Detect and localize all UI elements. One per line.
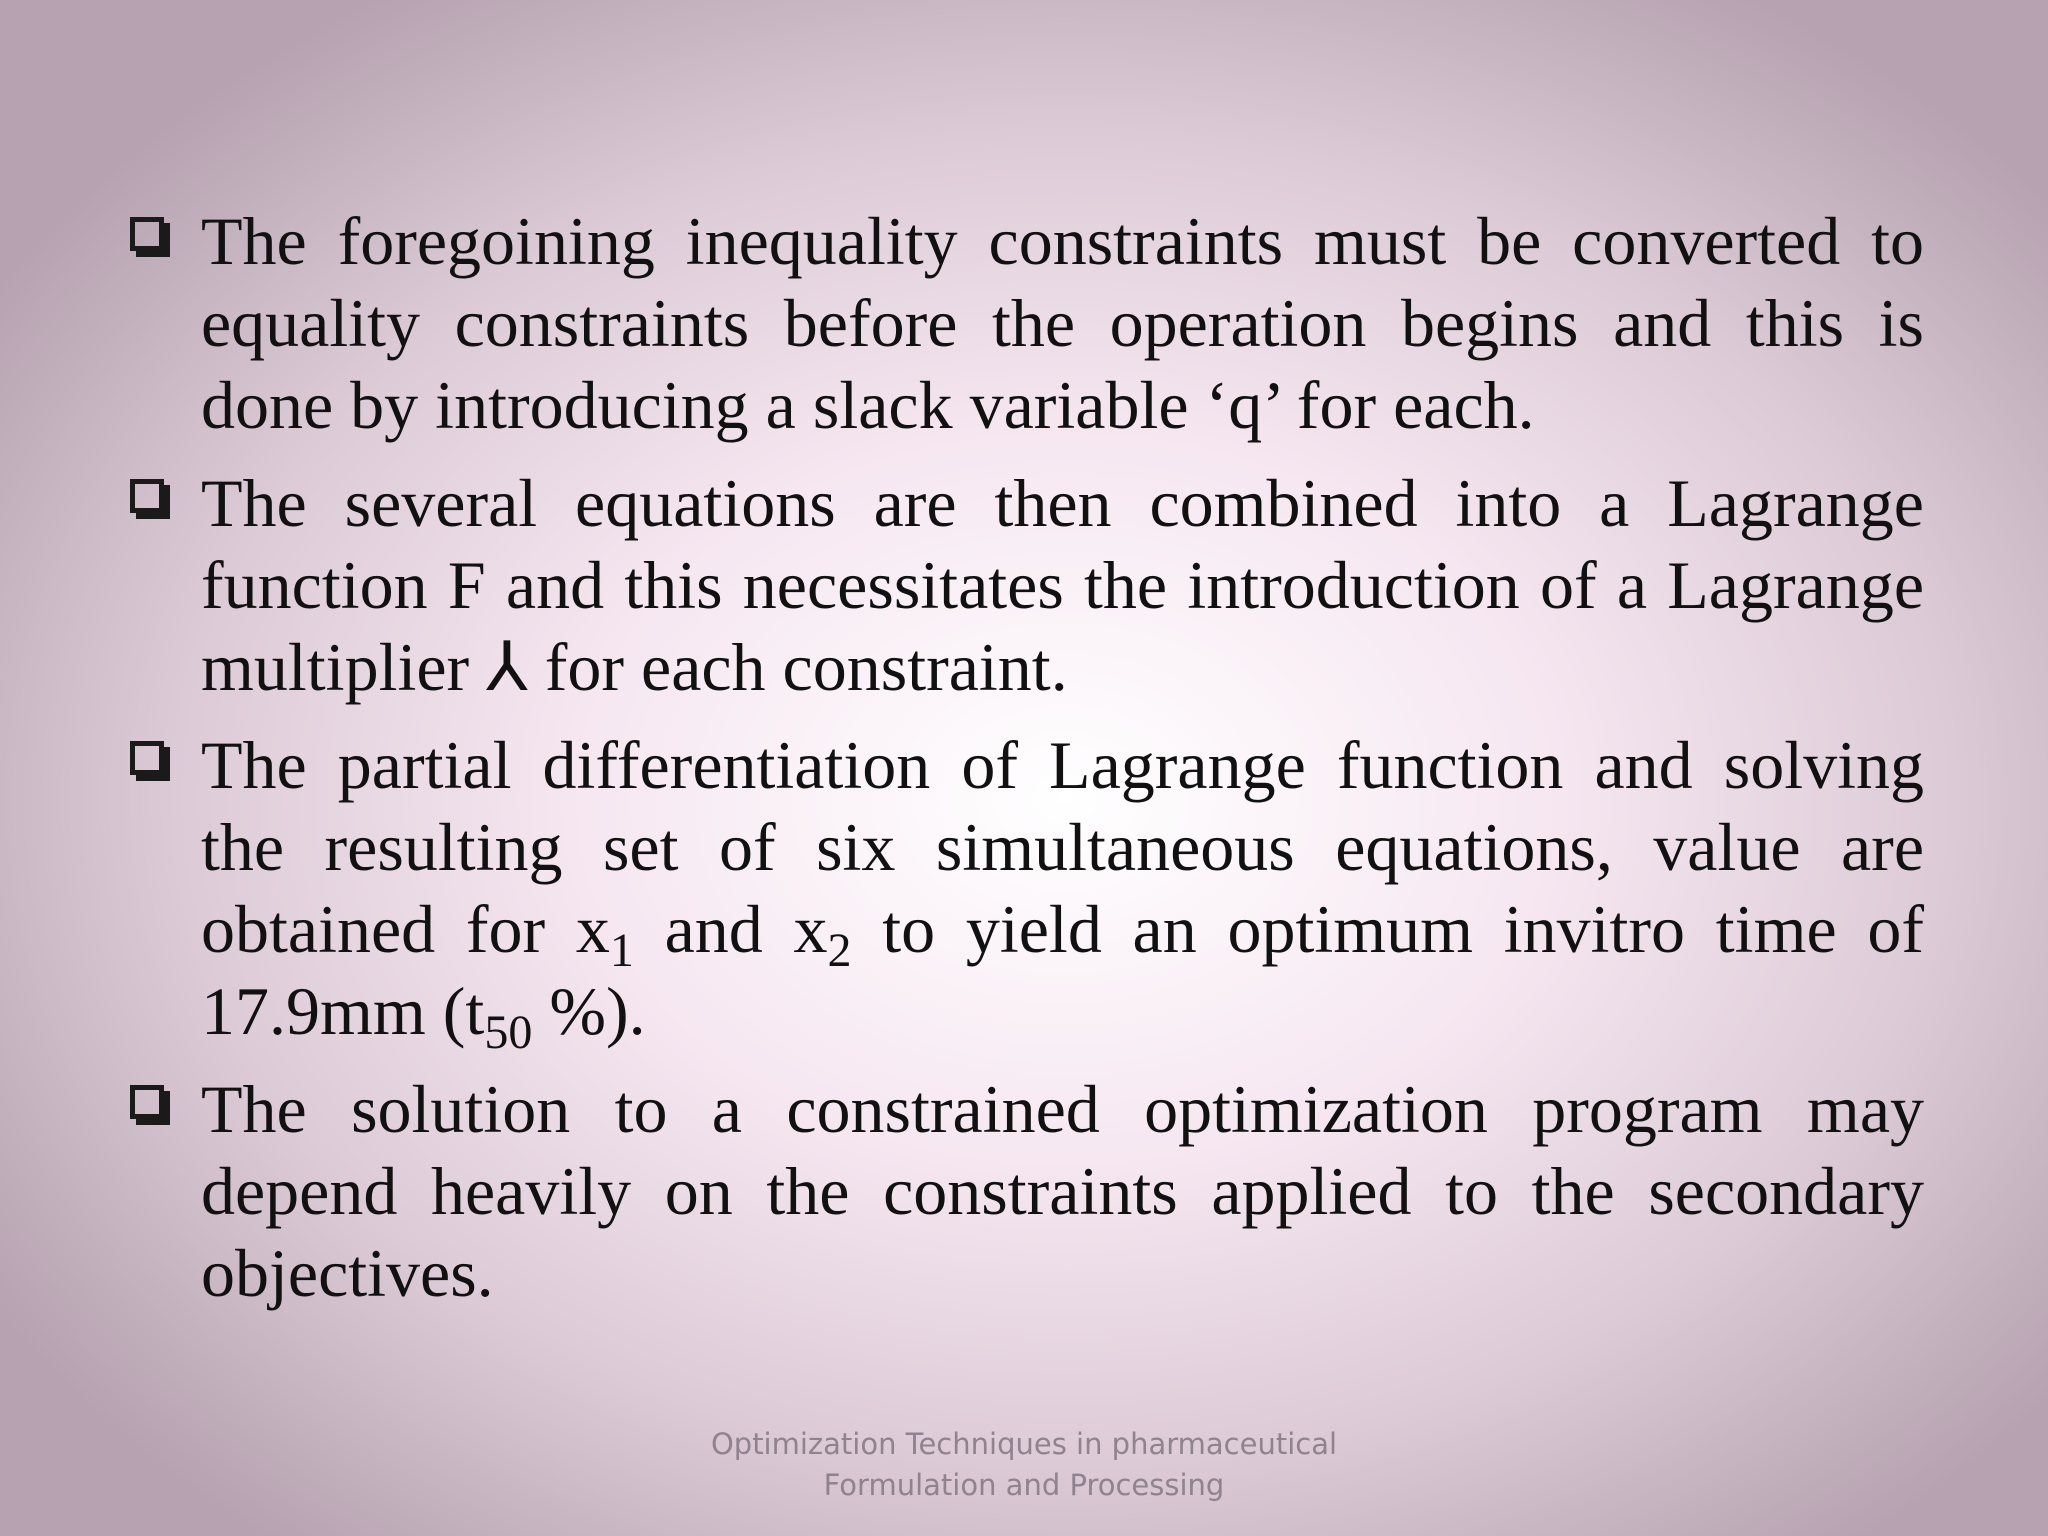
bullet-item [128,200,1924,446]
bullet-text: The foregoining inequality constraints must be converted to equality constraints before the operation begins and this is done by introducing a slack variable ‘q’ for each. [201,203,1924,443]
bullet-item [128,1068,1924,1314]
bullet-text-part: to yield an optimum invitro time of 17.9mm (t [201,891,1925,1049]
bullet-item [128,462,1924,708]
subscript: 1 [609,924,634,977]
bullet-text-part: %). [532,973,646,1049]
slide-footer [0,1424,2048,1506]
bullet-text-part: The partial differentiation of Lagrange function and solving the resulting set of six simultaneous equations, value are obtained for x [201,727,1924,967]
bullet-text: The several equations are then combined into a Lagrange function F and this necessitates the introduction of a Lagrange multiplier ⅄ for each constraint. [201,465,1924,705]
checkbox-bullet-icon [130,479,164,513]
subscript: 50 [484,1006,533,1059]
subscript: 2 [827,924,852,977]
bullet-text: The solution to a constrained optimization program may depend heavily on the constraints applied to the secondary objectives. [201,1071,1924,1311]
bullet-item [128,724,1925,1059]
checkbox-bullet-icon [130,217,164,251]
footer-line: Optimization Techniques in pharmaceutical [710,1427,1338,1461]
footer-line: Formulation and Processing [823,1468,1225,1502]
bullet-list [128,200,1924,1330]
checkbox-bullet-icon [130,741,164,775]
bullet-text-part: and x [633,891,828,967]
checkbox-bullet-icon [130,1085,164,1119]
